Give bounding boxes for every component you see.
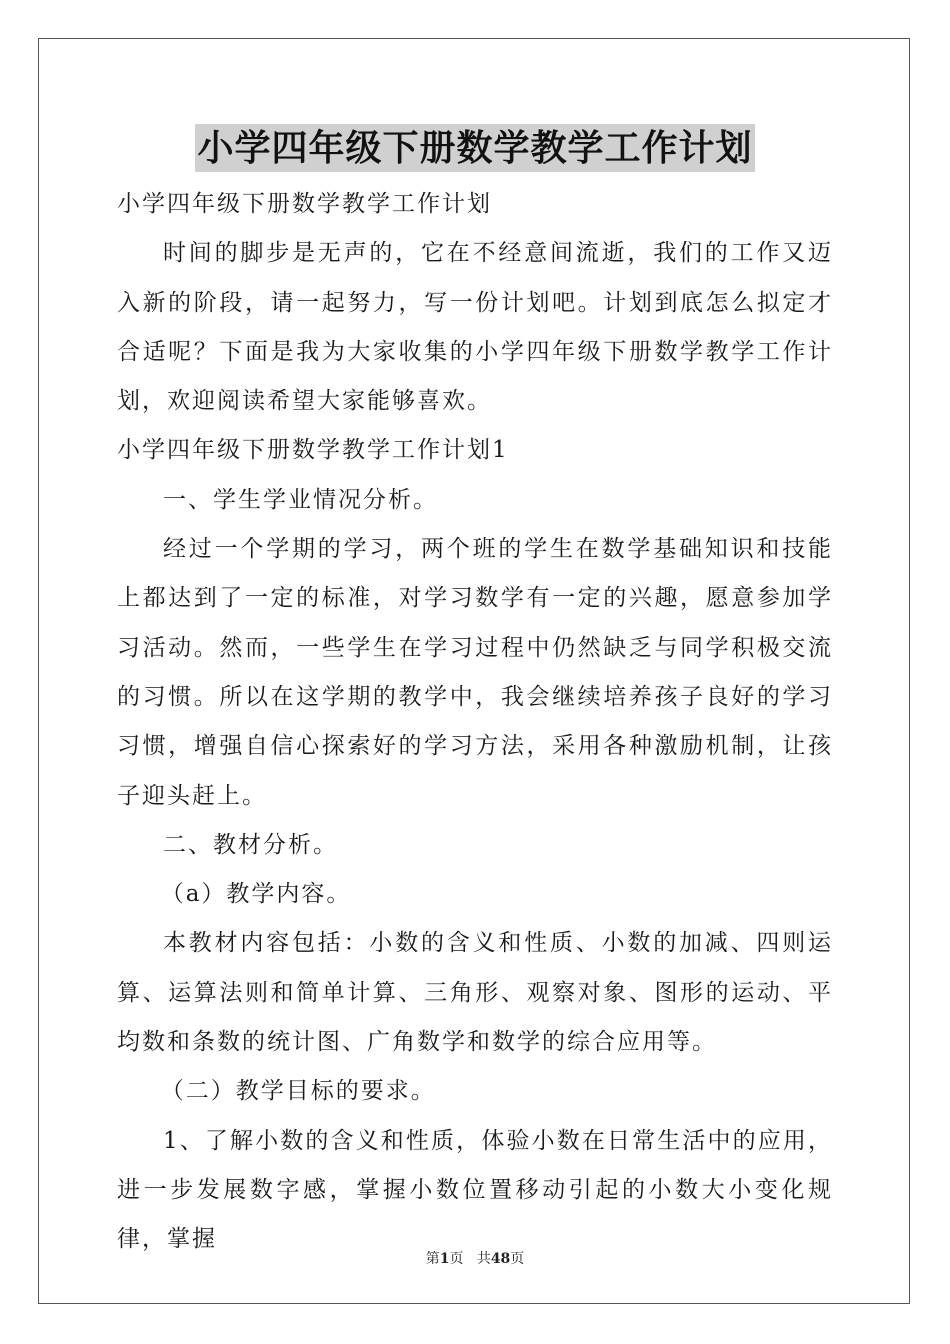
paragraph-student-analysis: 经过一个学期的学习，两个班的学生在数学基础知识和技能上都达到了一定的标准，对学习数学有一定的兴趣，愿意参加学习活动。然而，一些学生在学习过程中仍然缺乏与同学积极交流的习惯。所以在这学期的教学中，我会继续培养孩子良好的学习习惯，增强自信心探索好的学习方法，采用各种激励机制，让孩子迎头赶上。 [117, 536, 833, 809]
subheading-teaching-content: （a）教学内容。 [160, 881, 352, 908]
document-subtitle: 小学四年级下册数学教学工作计划 [117, 191, 492, 217]
paragraph-teaching-goals: 1、了解小数的含义和性质，体验小数在日常生活中的应用，进一步发展数字感，掌握小数位置移动引起的小数大小变化规律，掌握 [117, 1127, 833, 1253]
document-body [117, 180, 833, 1265]
subheading-teaching-goals: （二）教学目标的要求。 [160, 1078, 436, 1105]
intro-paragraph: 时间的脚步是无声的，它在不经意间流逝，我们的工作又迈入新的阶段，请一起努力，写一份计划吧。计划到底怎么拟定才合适呢？下面是我为大家收集的小学四年级下册数学教学工作计划，欢迎阅读希望大家能够喜欢。 [117, 240, 833, 415]
total-suffix: 页 [510, 1251, 525, 1267]
section-title: 小学四年级下册数学教学工作计划1 [117, 437, 509, 464]
paragraph-teaching-content: 本教材内容包括：小数的含义和性质、小数的加减、四则运算、运算法则和简单计算、三角形、观察对象、图形的运动、平均数和条数的统计图、广角数学和数学的综合应用等。 [117, 930, 833, 1056]
total-prefix: 共 [476, 1251, 491, 1267]
heading-student-analysis: 一、学生学业情况分析。 [163, 486, 438, 513]
page-footer [0, 1248, 950, 1268]
page-prefix: 第 [425, 1251, 440, 1267]
page-suffix: 页 [449, 1251, 464, 1267]
title-container [0, 124, 950, 172]
total-pages: 48 [490, 1251, 511, 1267]
page-number: 1 [439, 1251, 450, 1267]
heading-textbook-analysis: 二、教材分析。 [163, 831, 338, 858]
document-title: 小学四年级下册数学教学工作计划 [195, 124, 754, 172]
